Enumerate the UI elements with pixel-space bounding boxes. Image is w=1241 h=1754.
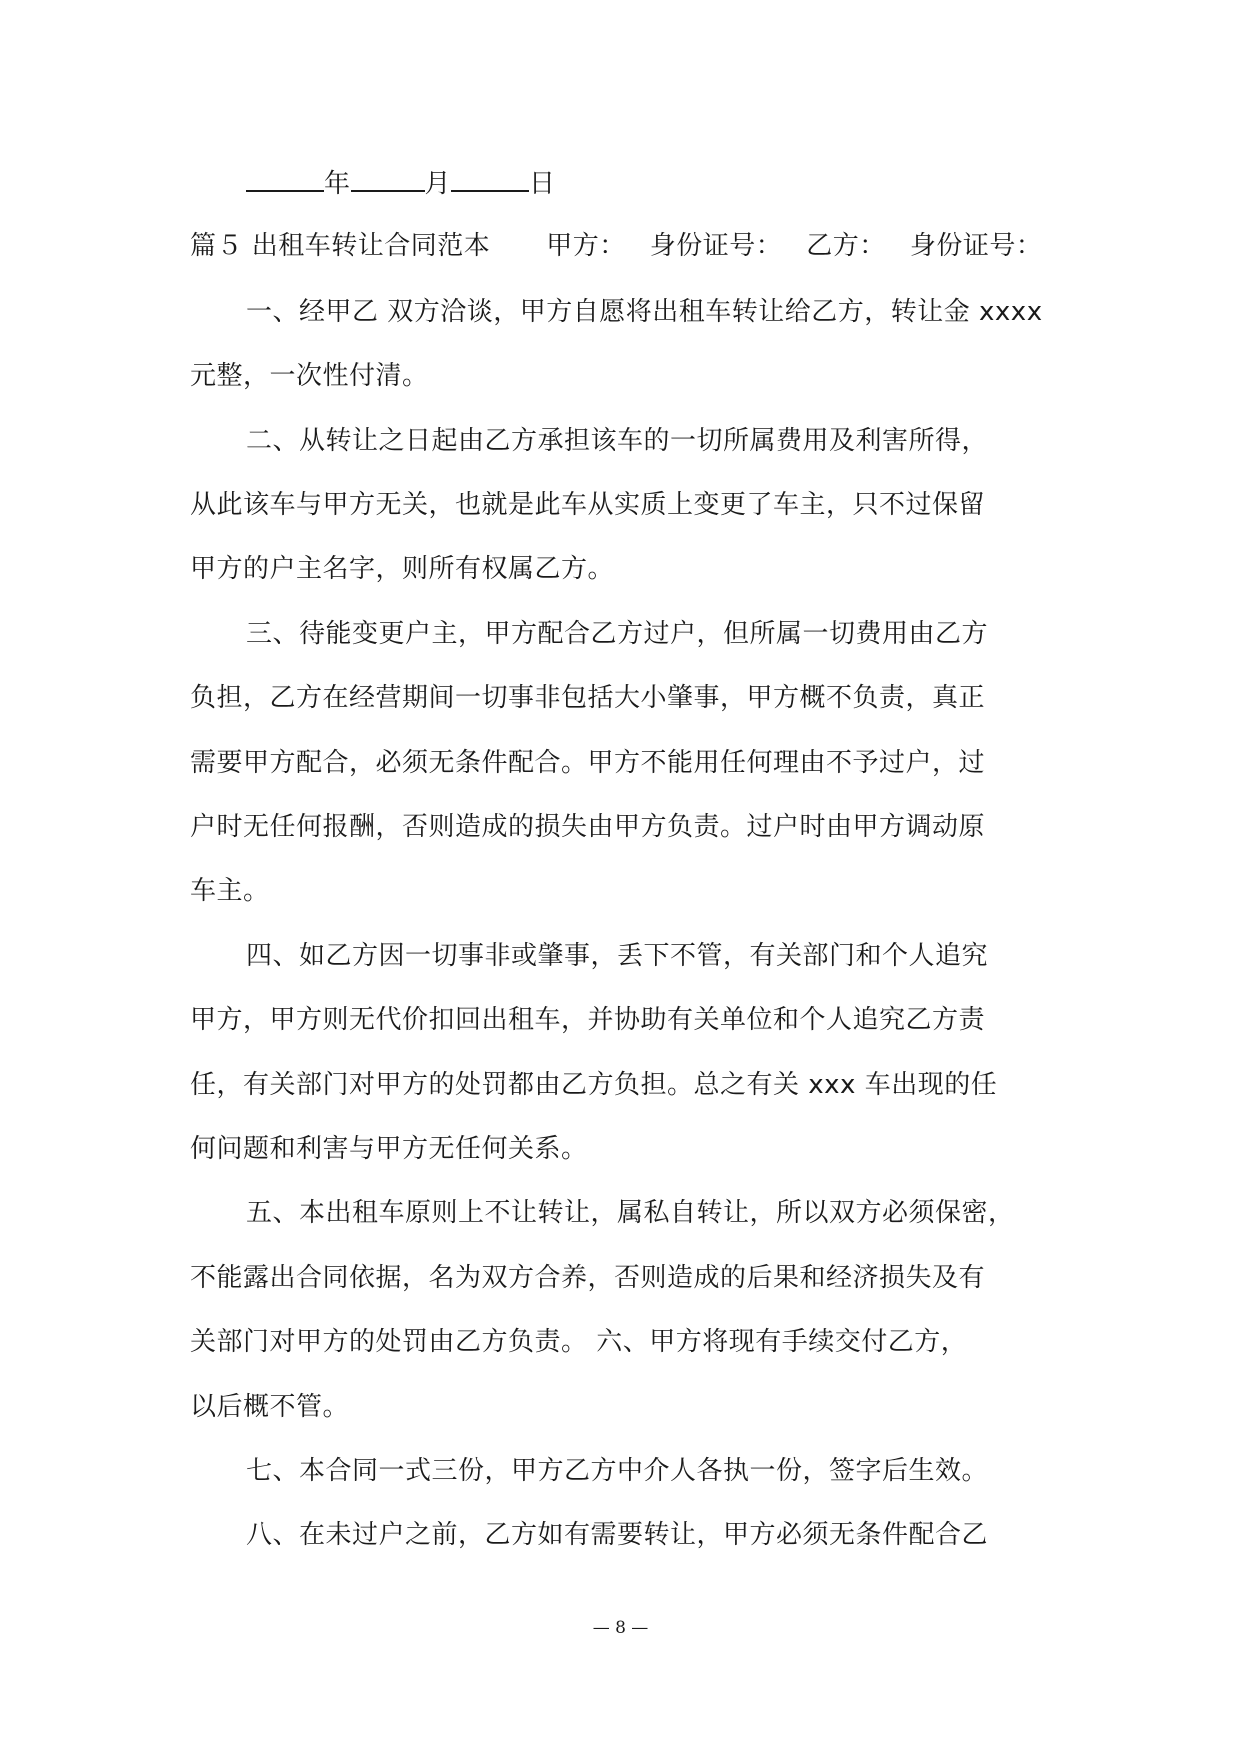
clause-1-line-2: 元整，一次性付清。 [190, 361, 429, 391]
clause-3-line-3: 需要甲方配合，必须无条件配合。甲方不能用任何理由不予过户，过 [190, 748, 986, 778]
party-b-label: 乙方： [806, 231, 886, 261]
month-label: 月 [424, 169, 452, 199]
clause-3-line-2: 负担，乙方在经营期间一切事非包括大小肇事，甲方概不负责，真正 [190, 683, 986, 713]
clause-4-line-2: 甲方，甲方则无代价扣回出租车，并协助有关单位和个人追究乙方责 [190, 1005, 986, 1035]
clause-6-line-2: 以后概不管。 [190, 1392, 350, 1422]
clause-3-line-5: 车主。 [190, 876, 270, 906]
month-blank [351, 164, 425, 192]
clause-4-line-1: 四、如乙方因一切事非或肇事，丢下不管，有关部门和个人追究 [246, 941, 989, 971]
clause-1-line-1: 一、经甲乙 双方洽谈，甲方自愿将出租车转让给乙方，转让金 xxxx [246, 297, 1043, 327]
contract-title: 篇５ 出租车转让合同范本 [190, 231, 491, 261]
party-a-id-label: 身份证号： [649, 231, 783, 261]
party-a-label: 甲方： [546, 231, 626, 261]
day-label: 日 [529, 169, 556, 199]
date-line [246, 164, 556, 201]
clause-8-line-1: 八、在未过户之前，乙方如有需要转让，甲方必须无条件配合乙 [246, 1520, 989, 1550]
clause-5-line-2: 不能露出合同依据，名为双方合养，否则造成的后果和经济损失及有 [190, 1263, 986, 1293]
clause-3-line-4: 户时无任何报酬，否则造成的损失由甲方负责。过户时由甲方调动原 [190, 812, 986, 842]
clause-4-line-4: 何问题和利害与甲方无任何关系。 [190, 1134, 588, 1164]
contract-heading [190, 229, 1042, 263]
clause-3-line-1: 三、待能变更户主，甲方配合乙方过户，但所属一切费用由乙方 [246, 619, 989, 649]
year-label: 年 [324, 169, 351, 199]
year-blank [246, 164, 324, 192]
clause-2-line-1: 二、从转让之日起由乙方承担该车的一切所属费用及利害所得， [246, 426, 989, 456]
party-b-id-label: 身份证号： [909, 231, 1043, 261]
day-blank [451, 164, 529, 192]
clause-2-line-3: 甲方的户主名字，则所有权属乙方。 [190, 554, 615, 584]
page-number: — 8 — [592, 1618, 649, 1638]
clause-2-line-2: 从此该车与甲方无关，也就是此车从实质上变更了车主，只不过保留 [190, 490, 986, 520]
clause-4-line-3: 任，有关部门对甲方的处罚都由乙方负担。总之有关 xxx 车出现的任 [190, 1070, 998, 1100]
clause-5-line-3: 关部门对甲方的处罚由乙方负责。 六、甲方将现有手续交付乙方， [190, 1327, 968, 1357]
clause-5-line-1: 五、本出租车原则上不让转让，属私自转让，所以双方必须保密， [246, 1198, 1015, 1228]
clause-7-line-1: 七、本合同一式三份，甲方乙方中介人各执一份，签字后生效。 [246, 1456, 989, 1486]
